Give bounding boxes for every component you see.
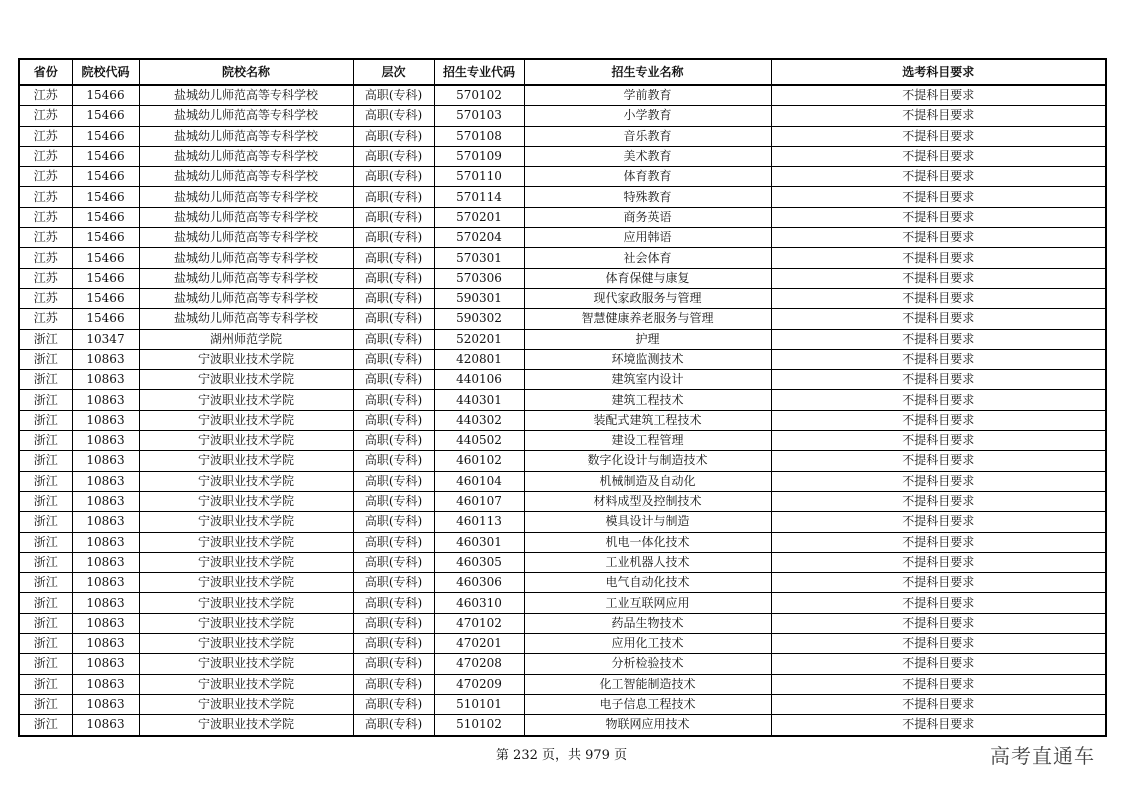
cell-major-name: 建筑室内设计 xyxy=(524,370,771,390)
cell-province: 江苏 xyxy=(19,106,72,126)
table-row xyxy=(19,288,1106,308)
cell-major-name: 智慧健康养老服务与管理 xyxy=(524,309,771,329)
cell-subject-requirement: 不提科目要求 xyxy=(771,410,1106,430)
cell-major-name: 工业互联网应用 xyxy=(524,593,771,613)
cell-level: 高职(专科) xyxy=(353,329,434,349)
cell-subject-requirement: 不提科目要求 xyxy=(771,715,1106,736)
table-body xyxy=(19,85,1106,736)
cell-subject-requirement: 不提科目要求 xyxy=(771,248,1106,268)
cell-subject-requirement: 不提科目要求 xyxy=(771,451,1106,471)
cell-subject-requirement: 不提科目要求 xyxy=(771,634,1106,654)
cell-subject-requirement: 不提科目要求 xyxy=(771,512,1106,532)
cell-subject-requirement: 不提科目要求 xyxy=(771,126,1106,146)
cell-major-name: 药品生物技术 xyxy=(524,613,771,633)
cell-major-code: 510101 xyxy=(434,694,524,714)
cell-province: 浙江 xyxy=(19,674,72,694)
cell-major-name: 现代家政服务与管理 xyxy=(524,288,771,308)
cell-level: 高职(专科) xyxy=(353,146,434,166)
cell-school-name: 盐城幼儿师范高等专科学校 xyxy=(139,126,353,146)
cell-subject-requirement: 不提科目要求 xyxy=(771,106,1106,126)
cell-school-name: 宁波职业技术学院 xyxy=(139,451,353,471)
cell-school-name: 宁波职业技术学院 xyxy=(139,674,353,694)
cell-major-name: 应用化工技术 xyxy=(524,634,771,654)
cell-subject-requirement: 不提科目要求 xyxy=(771,228,1106,248)
cell-school-name: 宁波职业技术学院 xyxy=(139,634,353,654)
table-row xyxy=(19,146,1106,166)
cell-major-name: 建设工程管理 xyxy=(524,431,771,451)
cell-province: 浙江 xyxy=(19,573,72,593)
cell-province: 浙江 xyxy=(19,491,72,511)
cell-level: 高职(专科) xyxy=(353,288,434,308)
cell-level: 高职(专科) xyxy=(353,349,434,369)
cell-province: 浙江 xyxy=(19,654,72,674)
table-row xyxy=(19,390,1106,410)
cell-level: 高职(专科) xyxy=(353,126,434,146)
cell-major-name: 护理 xyxy=(524,329,771,349)
cell-school-code: 15466 xyxy=(72,187,139,207)
cell-major-name: 电气自动化技术 xyxy=(524,573,771,593)
cell-major-name: 电子信息工程技术 xyxy=(524,694,771,714)
cell-major-code: 470102 xyxy=(434,613,524,633)
cell-school-code: 10863 xyxy=(72,471,139,491)
cell-subject-requirement: 不提科目要求 xyxy=(771,146,1106,166)
cell-school-name: 盐城幼儿师范高等专科学校 xyxy=(139,187,353,207)
cell-major-code: 570204 xyxy=(434,228,524,248)
cell-province: 浙江 xyxy=(19,329,72,349)
cell-school-code: 10863 xyxy=(72,593,139,613)
cell-level: 高职(专科) xyxy=(353,471,434,491)
cell-major-code: 570108 xyxy=(434,126,524,146)
page-number: 第 232 页，共 979 页 xyxy=(495,748,628,763)
cell-subject-requirement: 不提科目要求 xyxy=(771,268,1106,288)
cell-level: 高职(专科) xyxy=(353,451,434,471)
cell-school-name: 盐城幼儿师范高等专科学校 xyxy=(139,248,353,268)
document-page xyxy=(18,58,1105,737)
header-school-name: 院校名称 xyxy=(139,59,353,85)
header-major-name: 招生专业名称 xyxy=(524,59,771,85)
cell-subject-requirement: 不提科目要求 xyxy=(771,573,1106,593)
cell-school-name: 宁波职业技术学院 xyxy=(139,532,353,552)
cell-province: 浙江 xyxy=(19,694,72,714)
cell-major-name: 小学教育 xyxy=(524,106,771,126)
cell-province: 浙江 xyxy=(19,512,72,532)
cell-major-code: 460306 xyxy=(434,573,524,593)
cell-major-code: 590301 xyxy=(434,288,524,308)
cell-level: 高职(专科) xyxy=(353,431,434,451)
cell-major-code: 460104 xyxy=(434,471,524,491)
cell-province: 浙江 xyxy=(19,532,72,552)
cell-major-name: 特殊教育 xyxy=(524,187,771,207)
cell-school-name: 盐城幼儿师范高等专科学校 xyxy=(139,288,353,308)
cell-major-code: 460305 xyxy=(434,552,524,572)
table-row xyxy=(19,410,1106,430)
cell-level: 高职(专科) xyxy=(353,512,434,532)
watermark-logo: 高考直通车 xyxy=(990,744,1095,768)
table-header-row xyxy=(19,59,1106,85)
cell-school-name: 宁波职业技术学院 xyxy=(139,390,353,410)
cell-major-code: 460310 xyxy=(434,593,524,613)
table-row xyxy=(19,329,1106,349)
cell-province: 浙江 xyxy=(19,451,72,471)
cell-major-name: 装配式建筑工程技术 xyxy=(524,410,771,430)
cell-level: 高职(专科) xyxy=(353,613,434,633)
cell-school-name: 盐城幼儿师范高等专科学校 xyxy=(139,106,353,126)
table-row xyxy=(19,471,1106,491)
cell-school-code: 15466 xyxy=(72,85,139,106)
cell-level: 高职(专科) xyxy=(353,207,434,227)
cell-level: 高职(专科) xyxy=(353,532,434,552)
cell-school-name: 盐城幼儿师范高等专科学校 xyxy=(139,228,353,248)
cell-subject-requirement: 不提科目要求 xyxy=(771,288,1106,308)
cell-school-code: 10863 xyxy=(72,694,139,714)
cell-major-name: 社会体育 xyxy=(524,248,771,268)
cell-major-name: 环境监测技术 xyxy=(524,349,771,369)
cell-level: 高职(专科) xyxy=(353,390,434,410)
table-row xyxy=(19,228,1106,248)
cell-major-name: 商务英语 xyxy=(524,207,771,227)
cell-major-name: 材料成型及控制技术 xyxy=(524,491,771,511)
cell-major-code: 440302 xyxy=(434,410,524,430)
table-row xyxy=(19,613,1106,633)
table-row xyxy=(19,187,1106,207)
cell-school-code: 10863 xyxy=(72,370,139,390)
cell-school-code: 15466 xyxy=(72,268,139,288)
cell-province: 浙江 xyxy=(19,471,72,491)
cell-school-name: 宁波职业技术学院 xyxy=(139,370,353,390)
cell-school-name: 盐城幼儿师范高等专科学校 xyxy=(139,146,353,166)
cell-school-code: 15466 xyxy=(72,126,139,146)
cell-province: 江苏 xyxy=(19,248,72,268)
cell-province: 浙江 xyxy=(19,715,72,736)
cell-school-code: 10863 xyxy=(72,613,139,633)
cell-major-name: 分析检验技术 xyxy=(524,654,771,674)
table-row xyxy=(19,674,1106,694)
cell-school-code: 10863 xyxy=(72,390,139,410)
cell-school-code: 10863 xyxy=(72,634,139,654)
table-row xyxy=(19,593,1106,613)
cell-subject-requirement: 不提科目要求 xyxy=(771,431,1106,451)
cell-subject-requirement: 不提科目要求 xyxy=(771,390,1106,410)
cell-major-name: 学前教育 xyxy=(524,85,771,106)
cell-subject-requirement: 不提科目要求 xyxy=(771,694,1106,714)
cell-subject-requirement: 不提科目要求 xyxy=(771,532,1106,552)
cell-subject-requirement: 不提科目要求 xyxy=(771,370,1106,390)
cell-province: 浙江 xyxy=(19,349,72,369)
cell-school-name: 宁波职业技术学院 xyxy=(139,694,353,714)
cell-school-name: 宁波职业技术学院 xyxy=(139,613,353,633)
cell-school-name: 盐城幼儿师范高等专科学校 xyxy=(139,309,353,329)
cell-school-name: 宁波职业技术学院 xyxy=(139,491,353,511)
cell-major-code: 440106 xyxy=(434,370,524,390)
cell-province: 浙江 xyxy=(19,634,72,654)
cell-major-name: 美术教育 xyxy=(524,146,771,166)
cell-major-name: 工业机器人技术 xyxy=(524,552,771,572)
cell-major-code: 520201 xyxy=(434,329,524,349)
cell-major-code: 470201 xyxy=(434,634,524,654)
cell-level: 高职(专科) xyxy=(353,573,434,593)
cell-major-name: 应用韩语 xyxy=(524,228,771,248)
cell-level: 高职(专科) xyxy=(353,309,434,329)
cell-major-name: 建筑工程技术 xyxy=(524,390,771,410)
cell-major-code: 510102 xyxy=(434,715,524,736)
cell-major-name: 数字化设计与制造技术 xyxy=(524,451,771,471)
table-row xyxy=(19,106,1106,126)
cell-subject-requirement: 不提科目要求 xyxy=(771,491,1106,511)
cell-school-name: 宁波职业技术学院 xyxy=(139,715,353,736)
cell-school-code: 10863 xyxy=(72,491,139,511)
cell-province: 浙江 xyxy=(19,370,72,390)
cell-major-code: 460113 xyxy=(434,512,524,532)
cell-school-name: 宁波职业技术学院 xyxy=(139,593,353,613)
cell-major-code: 570201 xyxy=(434,207,524,227)
cell-school-code: 15466 xyxy=(72,248,139,268)
cell-subject-requirement: 不提科目要求 xyxy=(771,329,1106,349)
table-row xyxy=(19,268,1106,288)
cell-school-code: 15466 xyxy=(72,288,139,308)
cell-major-code: 460107 xyxy=(434,491,524,511)
cell-level: 高职(专科) xyxy=(353,248,434,268)
cell-major-code: 570110 xyxy=(434,167,524,187)
cell-level: 高职(专科) xyxy=(353,370,434,390)
cell-major-code: 460301 xyxy=(434,532,524,552)
cell-school-code: 15466 xyxy=(72,106,139,126)
cell-school-name: 湖州师范学院 xyxy=(139,329,353,349)
cell-level: 高职(专科) xyxy=(353,593,434,613)
table-row xyxy=(19,370,1106,390)
cell-school-code: 10863 xyxy=(72,451,139,471)
cell-school-name: 宁波职业技术学院 xyxy=(139,573,353,593)
cell-major-code: 570114 xyxy=(434,187,524,207)
cell-school-code: 10863 xyxy=(72,431,139,451)
cell-major-code: 570102 xyxy=(434,85,524,106)
cell-school-code: 10863 xyxy=(72,573,139,593)
cell-school-code: 10863 xyxy=(72,674,139,694)
cell-school-code: 10863 xyxy=(72,349,139,369)
cell-major-name: 化工智能制造技术 xyxy=(524,674,771,694)
cell-province: 江苏 xyxy=(19,228,72,248)
cell-subject-requirement: 不提科目要求 xyxy=(771,207,1106,227)
cell-province: 浙江 xyxy=(19,390,72,410)
header-subject-requirement: 选考科目要求 xyxy=(771,59,1106,85)
table-row xyxy=(19,431,1106,451)
cell-school-name: 盐城幼儿师范高等专科学校 xyxy=(139,85,353,106)
cell-level: 高职(专科) xyxy=(353,552,434,572)
table-row xyxy=(19,207,1106,227)
cell-school-code: 10863 xyxy=(72,654,139,674)
table-row xyxy=(19,349,1106,369)
cell-school-name: 宁波职业技术学院 xyxy=(139,654,353,674)
cell-school-name: 盐城幼儿师范高等专科学校 xyxy=(139,268,353,288)
cell-level: 高职(专科) xyxy=(353,654,434,674)
cell-school-code: 10863 xyxy=(72,410,139,430)
cell-province: 江苏 xyxy=(19,126,72,146)
cell-subject-requirement: 不提科目要求 xyxy=(771,674,1106,694)
cell-level: 高职(专科) xyxy=(353,268,434,288)
cell-subject-requirement: 不提科目要求 xyxy=(771,309,1106,329)
cell-province: 江苏 xyxy=(19,309,72,329)
cell-major-code: 460102 xyxy=(434,451,524,471)
cell-province: 浙江 xyxy=(19,552,72,572)
header-level: 层次 xyxy=(353,59,434,85)
cell-province: 浙江 xyxy=(19,431,72,451)
cell-subject-requirement: 不提科目要求 xyxy=(771,593,1106,613)
cell-school-name: 盐城幼儿师范高等专科学校 xyxy=(139,167,353,187)
cell-subject-requirement: 不提科目要求 xyxy=(771,349,1106,369)
cell-major-name: 机电一体化技术 xyxy=(524,532,771,552)
cell-subject-requirement: 不提科目要求 xyxy=(771,613,1106,633)
cell-major-code: 470209 xyxy=(434,674,524,694)
cell-school-name: 盐城幼儿师范高等专科学校 xyxy=(139,207,353,227)
cell-major-name: 机械制造及自动化 xyxy=(524,471,771,491)
cell-level: 高职(专科) xyxy=(353,491,434,511)
cell-school-code: 10863 xyxy=(72,512,139,532)
cell-school-name: 宁波职业技术学院 xyxy=(139,431,353,451)
cell-major-code: 570109 xyxy=(434,146,524,166)
cell-school-code: 15466 xyxy=(72,167,139,187)
cell-school-name: 宁波职业技术学院 xyxy=(139,471,353,491)
cell-major-code: 570103 xyxy=(434,106,524,126)
cell-school-code: 10863 xyxy=(72,715,139,736)
cell-subject-requirement: 不提科目要求 xyxy=(771,654,1106,674)
table-row xyxy=(19,167,1106,187)
cell-major-name: 物联网应用技术 xyxy=(524,715,771,736)
cell-province: 江苏 xyxy=(19,85,72,106)
table-row xyxy=(19,309,1106,329)
cell-subject-requirement: 不提科目要求 xyxy=(771,85,1106,106)
cell-school-code: 10863 xyxy=(72,532,139,552)
cell-province: 江苏 xyxy=(19,288,72,308)
cell-province: 江苏 xyxy=(19,187,72,207)
cell-school-code: 15466 xyxy=(72,309,139,329)
cell-major-code: 440502 xyxy=(434,431,524,451)
cell-major-code: 420801 xyxy=(434,349,524,369)
cell-province: 江苏 xyxy=(19,167,72,187)
cell-level: 高职(专科) xyxy=(353,634,434,654)
cell-major-code: 470208 xyxy=(434,654,524,674)
cell-level: 高职(专科) xyxy=(353,694,434,714)
table-row xyxy=(19,451,1106,471)
cell-level: 高职(专科) xyxy=(353,228,434,248)
cell-school-code: 10347 xyxy=(72,329,139,349)
cell-major-name: 音乐教育 xyxy=(524,126,771,146)
cell-province: 江苏 xyxy=(19,268,72,288)
cell-level: 高职(专科) xyxy=(353,674,434,694)
cell-level: 高职(专科) xyxy=(353,410,434,430)
cell-major-code: 570306 xyxy=(434,268,524,288)
table-row xyxy=(19,491,1106,511)
cell-school-name: 宁波职业技术学院 xyxy=(139,410,353,430)
table-row xyxy=(19,248,1106,268)
cell-province: 浙江 xyxy=(19,410,72,430)
cell-major-name: 模具设计与制造 xyxy=(524,512,771,532)
table-row xyxy=(19,715,1106,736)
cell-major-code: 590302 xyxy=(434,309,524,329)
cell-level: 高职(专科) xyxy=(353,85,434,106)
cell-school-code: 15466 xyxy=(72,228,139,248)
cell-level: 高职(专科) xyxy=(353,715,434,736)
admission-subject-table xyxy=(18,58,1107,737)
cell-level: 高职(专科) xyxy=(353,106,434,126)
table-row xyxy=(19,634,1106,654)
cell-level: 高职(专科) xyxy=(353,187,434,207)
table-row xyxy=(19,694,1106,714)
cell-school-name: 宁波职业技术学院 xyxy=(139,552,353,572)
table-row xyxy=(19,532,1106,552)
cell-major-code: 570301 xyxy=(434,248,524,268)
cell-school-name: 宁波职业技术学院 xyxy=(139,349,353,369)
cell-province: 江苏 xyxy=(19,207,72,227)
cell-school-name: 宁波职业技术学院 xyxy=(139,512,353,532)
header-major-code: 招生专业代码 xyxy=(434,59,524,85)
table-row xyxy=(19,126,1106,146)
cell-province: 浙江 xyxy=(19,613,72,633)
cell-major-code: 440301 xyxy=(434,390,524,410)
cell-level: 高职(专科) xyxy=(353,167,434,187)
cell-subject-requirement: 不提科目要求 xyxy=(771,187,1106,207)
cell-school-code: 10863 xyxy=(72,552,139,572)
table-row xyxy=(19,654,1106,674)
table-row xyxy=(19,85,1106,106)
header-school-code: 院校代码 xyxy=(72,59,139,85)
cell-province: 江苏 xyxy=(19,146,72,166)
cell-school-code: 15466 xyxy=(72,146,139,166)
cell-province: 浙江 xyxy=(19,593,72,613)
cell-subject-requirement: 不提科目要求 xyxy=(771,552,1106,572)
cell-subject-requirement: 不提科目要求 xyxy=(771,471,1106,491)
cell-school-code: 15466 xyxy=(72,207,139,227)
cell-subject-requirement: 不提科目要求 xyxy=(771,167,1106,187)
table-row xyxy=(19,573,1106,593)
table-row xyxy=(19,552,1106,572)
cell-major-name: 体育保健与康复 xyxy=(524,268,771,288)
cell-major-name: 体育教育 xyxy=(524,167,771,187)
table-row xyxy=(19,512,1106,532)
header-province: 省份 xyxy=(19,59,72,85)
